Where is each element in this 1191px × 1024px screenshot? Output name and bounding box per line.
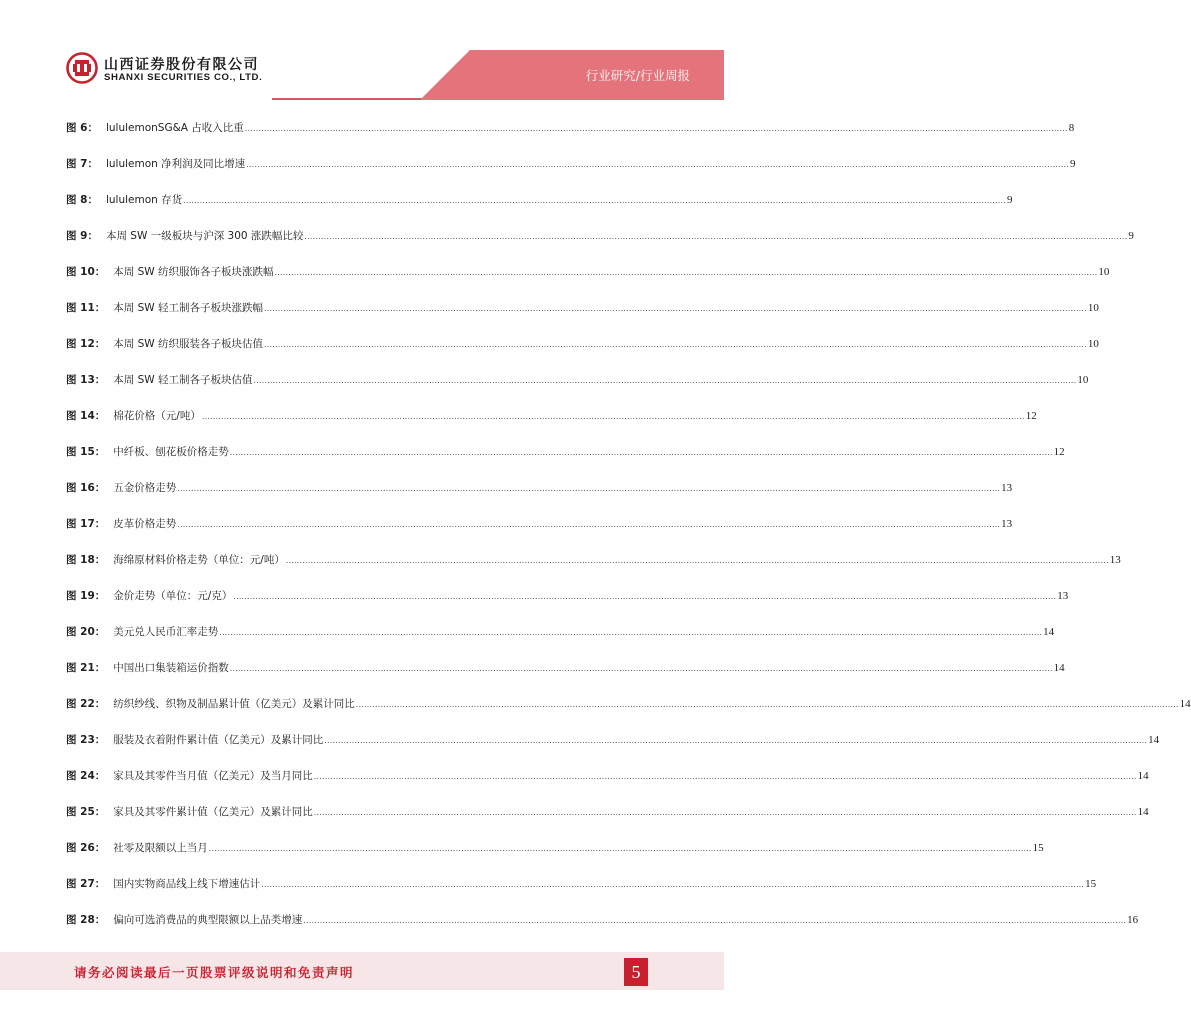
figure-number: 图 11 (66, 302, 95, 314)
figure-title: lululemon 净利润及同比增速 (105, 158, 246, 170)
toc-entry[interactable] (66, 839, 1044, 875)
page-ref: 14 (1137, 806, 1149, 818)
page-ref: 13 (1001, 482, 1013, 494)
figure-title: 金价走势（单位：元/克） (113, 590, 233, 602)
figure-number: 图 6 (66, 122, 88, 134)
toc-entry[interactable] (66, 155, 1076, 191)
dot-leader: ............................................................................................................................................................................................................................................................................................................ (177, 520, 1001, 529)
dot-leader: ............................................................................................................................................................................................................................................................................................................ (208, 844, 1032, 853)
figure-number-separator: ： (87, 158, 98, 170)
dot-leader: ............................................................................................................................................................................................................................................................................................................ (261, 880, 1085, 889)
dot-leader: ............................................................................................................................................................................................................................................................................................................ (183, 196, 1007, 205)
dot-leader: ............................................................................................................................................................................................................................................................................................................ (304, 232, 1128, 241)
figure-number-separator: ： (94, 770, 106, 782)
toc-entry[interactable] (66, 587, 1069, 623)
dot-leader: ............................................................................................................................................................................................................................................................................................................ (264, 340, 1087, 349)
footer-disclaimer: 请务必阅读最后一页股票评级说明和免责声明 (74, 965, 355, 980)
figure-title: 海绵原材料价格走势（单位：元/吨） (113, 554, 285, 566)
figure-title: 本周 SW 轻工制各子板块涨跌幅 (113, 302, 264, 314)
page-ref: 14 (1179, 698, 1191, 710)
page-ref: 9 (1128, 230, 1134, 242)
figure-number: 图 21 (66, 662, 95, 674)
dot-leader: ............................................................................................................................................................................................................................................................................................................ (177, 484, 1001, 493)
dot-leader: ............................................................................................................................................................................................................................................................................................................ (229, 448, 1053, 457)
figure-number: 图 12 (66, 338, 95, 350)
figure-number: 图 18 (66, 554, 95, 566)
figure-number: 图 9 (66, 230, 88, 242)
toc-entry[interactable] (66, 767, 1149, 803)
page-ref: 9 (1007, 194, 1013, 206)
figure-number: 图 24 (66, 770, 95, 782)
figure-number: 图 23 (66, 734, 95, 746)
figure-number: 图 19 (66, 590, 95, 602)
figure-number: 图 27 (66, 878, 95, 890)
figure-number-separator: ： (94, 446, 106, 458)
dot-leader: ............................................................................................................................................................................................................................................................................................................ (355, 700, 1179, 709)
figure-title: lululemon 存货 (105, 194, 183, 206)
figure-number-separator: ： (94, 626, 106, 638)
page-number: 5 (624, 958, 648, 986)
figure-number-separator: ： (94, 554, 106, 566)
figure-title: 国内实物商品线上线下增速估计 (113, 878, 261, 890)
toc-entry[interactable] (66, 551, 1121, 587)
page-ref: 14 (1148, 734, 1160, 746)
toc-entry[interactable] (66, 407, 1037, 443)
figure-number: 图 17 (66, 518, 95, 530)
figure-number-separator: ： (94, 482, 106, 494)
toc-entry[interactable] (66, 443, 1065, 479)
figure-title: 中纤板、刨花板价格走势 (113, 446, 229, 458)
page-ref: 13 (1057, 590, 1069, 602)
figure-title: 本周 SW 轻工制各子板块估值 (113, 374, 253, 386)
figure-number: 图 15 (66, 446, 95, 458)
dot-leader: ............................................................................................................................................................................................................................................................................................................ (303, 916, 1127, 925)
page-ref: 14 (1043, 626, 1055, 638)
dot-leader: ............................................................................................................................................................................................................................................................................................................ (219, 628, 1043, 637)
figure-number: 图 8 (66, 194, 88, 206)
page-ref: 15 (1085, 878, 1097, 890)
page-ref: 12 (1053, 446, 1065, 458)
toc-entry[interactable] (66, 191, 1013, 227)
figure-number: 图 7 (66, 158, 88, 170)
figure-number-separator: ： (94, 374, 106, 386)
figure-number-separator: ： (94, 842, 106, 854)
figure-number-separator: ： (94, 698, 106, 710)
figure-title: 本周 SW 一级板块与沪深 300 涨跌幅比较 (105, 230, 304, 242)
figure-number: 图 16 (66, 482, 95, 494)
dot-leader: ............................................................................................................................................................................................................................................................................................................ (246, 160, 1070, 169)
dot-leader: ............................................................................................................................................................................................................................................................................................................ (244, 124, 1068, 133)
figure-number-separator: ： (94, 662, 106, 674)
toc-entry[interactable] (66, 911, 1139, 947)
toc-entry[interactable] (66, 515, 1013, 551)
toc-entry[interactable] (66, 731, 1160, 767)
figure-number-separator: ： (87, 194, 98, 206)
figure-number-separator: ： (94, 914, 106, 926)
figure-title: 皮革价格走势 (113, 518, 177, 530)
page-ref: 9 (1070, 158, 1076, 170)
page-ref: 10 (1087, 302, 1099, 314)
figure-number-separator: ： (94, 806, 106, 818)
toc-entry[interactable] (66, 875, 1097, 911)
figure-title: 五金价格走势 (113, 482, 177, 494)
page-ref: 13 (1001, 518, 1013, 530)
page-ref: 15 (1032, 842, 1044, 854)
figure-number: 图 14 (66, 410, 95, 422)
page-ref: 10 (1077, 374, 1089, 386)
page-ref: 16 (1127, 914, 1139, 926)
page-ref: 10 (1087, 338, 1099, 350)
page-ref: 13 (1109, 554, 1121, 566)
figure-number-separator: ： (94, 878, 106, 890)
figure-title: 家具及其零件当月值（亿美元）及当月同比 (113, 770, 313, 782)
figure-title: lululemonSG&A 占收入比重 (105, 122, 244, 134)
toc-entry[interactable] (66, 227, 1134, 263)
toc-entry[interactable] (66, 479, 1013, 515)
figure-title: 本周 SW 纺织服饰各子板块涨跌幅 (113, 266, 274, 278)
figure-number: 图 22 (66, 698, 95, 710)
page-ref: 14 (1053, 662, 1065, 674)
toc-entry[interactable] (66, 803, 1149, 839)
toc-entry[interactable] (66, 263, 1110, 299)
toc-entry[interactable] (66, 371, 1089, 407)
toc-entry[interactable] (66, 119, 1075, 155)
dot-leader: ............................................................................................................................................................................................................................................................................................................ (201, 412, 1025, 421)
figure-number: 图 13 (66, 374, 95, 386)
figure-number-separator: ： (87, 230, 98, 242)
figure-title: 棉花价格（元/吨） (113, 410, 201, 422)
company-name-en: SHANXI SECURITIES CO., LTD. (104, 72, 263, 83)
toc-entry[interactable] (66, 695, 1191, 731)
figure-number: 图 10 (66, 266, 95, 278)
dot-leader: ............................................................................................................................................................................................................................................................................................................ (253, 376, 1077, 385)
toc-entry[interactable] (66, 623, 1055, 659)
page-ref: 12 (1025, 410, 1037, 422)
page-ref: 10 (1098, 266, 1110, 278)
figure-number-separator: ： (94, 302, 106, 314)
figure-number: 图 20 (66, 626, 95, 638)
figure-number-separator: ： (87, 122, 98, 134)
toc-entry[interactable] (66, 659, 1065, 695)
page-header (0, 0, 724, 100)
figure-number: 图 28 (66, 914, 95, 926)
figure-number: 图 25 (66, 806, 95, 818)
figure-title: 中国出口集装箱运价指数 (113, 662, 229, 674)
dot-leader: ............................................................................................................................................................................................................................................................................................................ (274, 268, 1098, 277)
dot-leader: ............................................................................................................................................................................................................................................................................................................ (313, 772, 1137, 781)
figure-number: 图 26 (66, 842, 95, 854)
dot-leader: ............................................................................................................................................................................................................................................................................................................ (313, 808, 1137, 817)
figure-number-separator: ： (94, 266, 106, 278)
dot-leader: ............................................................................................................................................................................................................................................................................................................ (264, 304, 1087, 313)
figure-title: 本周 SW 纺织服装各子板块估值 (113, 338, 264, 350)
dot-leader: ............................................................................................................................................................................................................................................................................................................ (285, 556, 1109, 565)
dot-leader: ............................................................................................................................................................................................................................................................................................................ (229, 664, 1053, 673)
report-type-tag: 行业研究/行业周报 (585, 68, 690, 83)
toc-entry[interactable] (66, 335, 1099, 371)
dot-leader: ............................................................................................................................................................................................................................................................................................................ (233, 592, 1057, 601)
page-ref: 8 (1068, 122, 1075, 134)
figure-list (66, 119, 1191, 947)
figure-title: 纺织纱线、织物及制品累计值（亿美元）及累计同比 (113, 698, 355, 710)
page-ref: 14 (1137, 770, 1149, 782)
toc-entry[interactable] (66, 299, 1099, 335)
figure-title: 家具及其零件累计值（亿美元）及累计同比 (113, 806, 313, 818)
figure-title: 社零及限额以上当月 (113, 842, 208, 854)
figure-number-separator: ： (94, 734, 106, 746)
figure-number-separator: ： (94, 410, 106, 422)
figure-title: 服装及衣着附件累计值（亿美元）及累计同比 (113, 734, 324, 746)
company-name-cn: 山西证券股份有限公司 (104, 57, 259, 73)
figure-number-separator: ： (94, 518, 106, 530)
figure-title: 偏向可选消费品的典型限额以上品类增速 (113, 914, 303, 926)
figure-title: 美元兑人民币汇率走势 (113, 626, 219, 638)
figure-number-separator: ： (94, 590, 106, 602)
figure-number-separator: ： (94, 338, 106, 350)
dot-leader: ............................................................................................................................................................................................................................................................................................................ (324, 736, 1148, 745)
